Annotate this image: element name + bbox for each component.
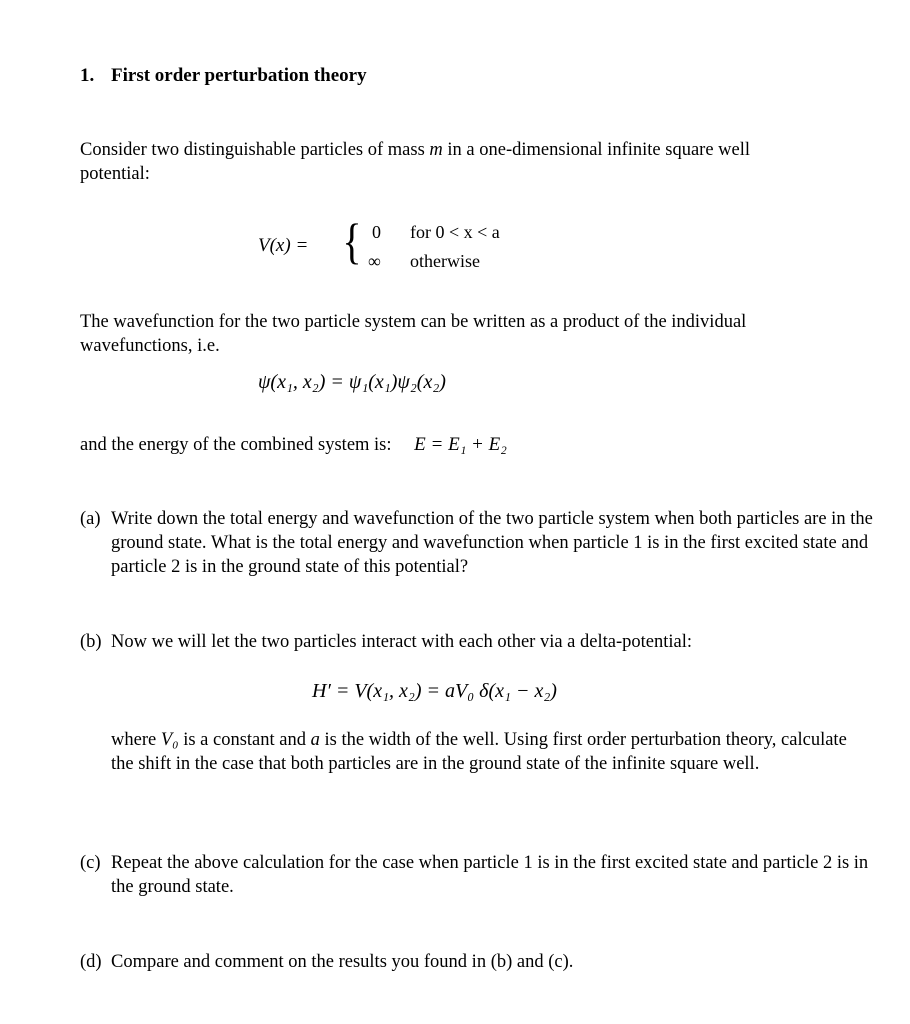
energy-line: [80, 433, 870, 457]
energy-text: and the energy of the combined system is:: [80, 435, 392, 455]
wavefunction-paragraph: The wavefunction for the two particle system can be written as a product of the individual wavefunctions, i.e.: [80, 312, 747, 356]
part-c: [80, 851, 880, 899]
potential-lhs: V(x) =: [258, 235, 309, 256]
intro-paragraph: Consider two distinguishable particles of mass m in a one-dimensional infinite square well potential:: [80, 140, 751, 184]
part-a-text: Write down the total energy and wavefunction of the two particle system when both particles are in the ground state. What is the total energy and wavefunction when particle 1 is in the first excited state and particle 2 is in the ground state of this potential?: [111, 509, 873, 577]
case1-value: 0: [372, 222, 381, 242]
part-a-label: (a): [80, 509, 101, 529]
case2-condition: otherwise: [410, 251, 480, 271]
wavefunction-equation: ψ(x₁, x₂) = ψ₁(x₁)ψ₂(x₂): [258, 371, 446, 393]
part-a: [80, 507, 880, 579]
problem-title-text: First order perturbation theory: [111, 65, 367, 86]
case2-value: ∞: [368, 251, 381, 271]
part-d-text: Compare and comment on the results you found in (b) and (c).: [111, 952, 574, 972]
energy-equation: E = E₁ + E₂: [414, 434, 507, 455]
case1-condition: for 0 < x < a: [410, 222, 500, 242]
brace-symbol: {: [342, 213, 362, 269]
a-variable: a: [310, 730, 320, 750]
part-b: [80, 630, 880, 654]
part-c-text: Repeat the above calculation for the case when particle 1 is in the first excited state and particle 2 is in the ground state.: [111, 853, 869, 897]
part-b-where: where V₀ is a constant and a is the width of the well. Using first order perturbation theory, calculate the shift in the case that both particles are in the ground state of the infinite square well.: [111, 730, 847, 774]
part-b-text: Now we will let the two particles interact with each other via a delta-potential:: [111, 632, 692, 652]
part-c-label: (c): [80, 853, 101, 873]
perturbation-equation: H′ = V(x₁, x₂) = aV₀ δ(x₁ − x₂): [312, 680, 557, 702]
problem-title: [80, 64, 870, 88]
problem-number: 1.: [80, 65, 95, 86]
part-b-label: (b): [80, 632, 102, 652]
part-d-label: (d): [80, 952, 102, 972]
part-d: [80, 950, 880, 974]
v0-variable: V₀: [160, 730, 179, 750]
mass-variable: m: [429, 140, 443, 160]
